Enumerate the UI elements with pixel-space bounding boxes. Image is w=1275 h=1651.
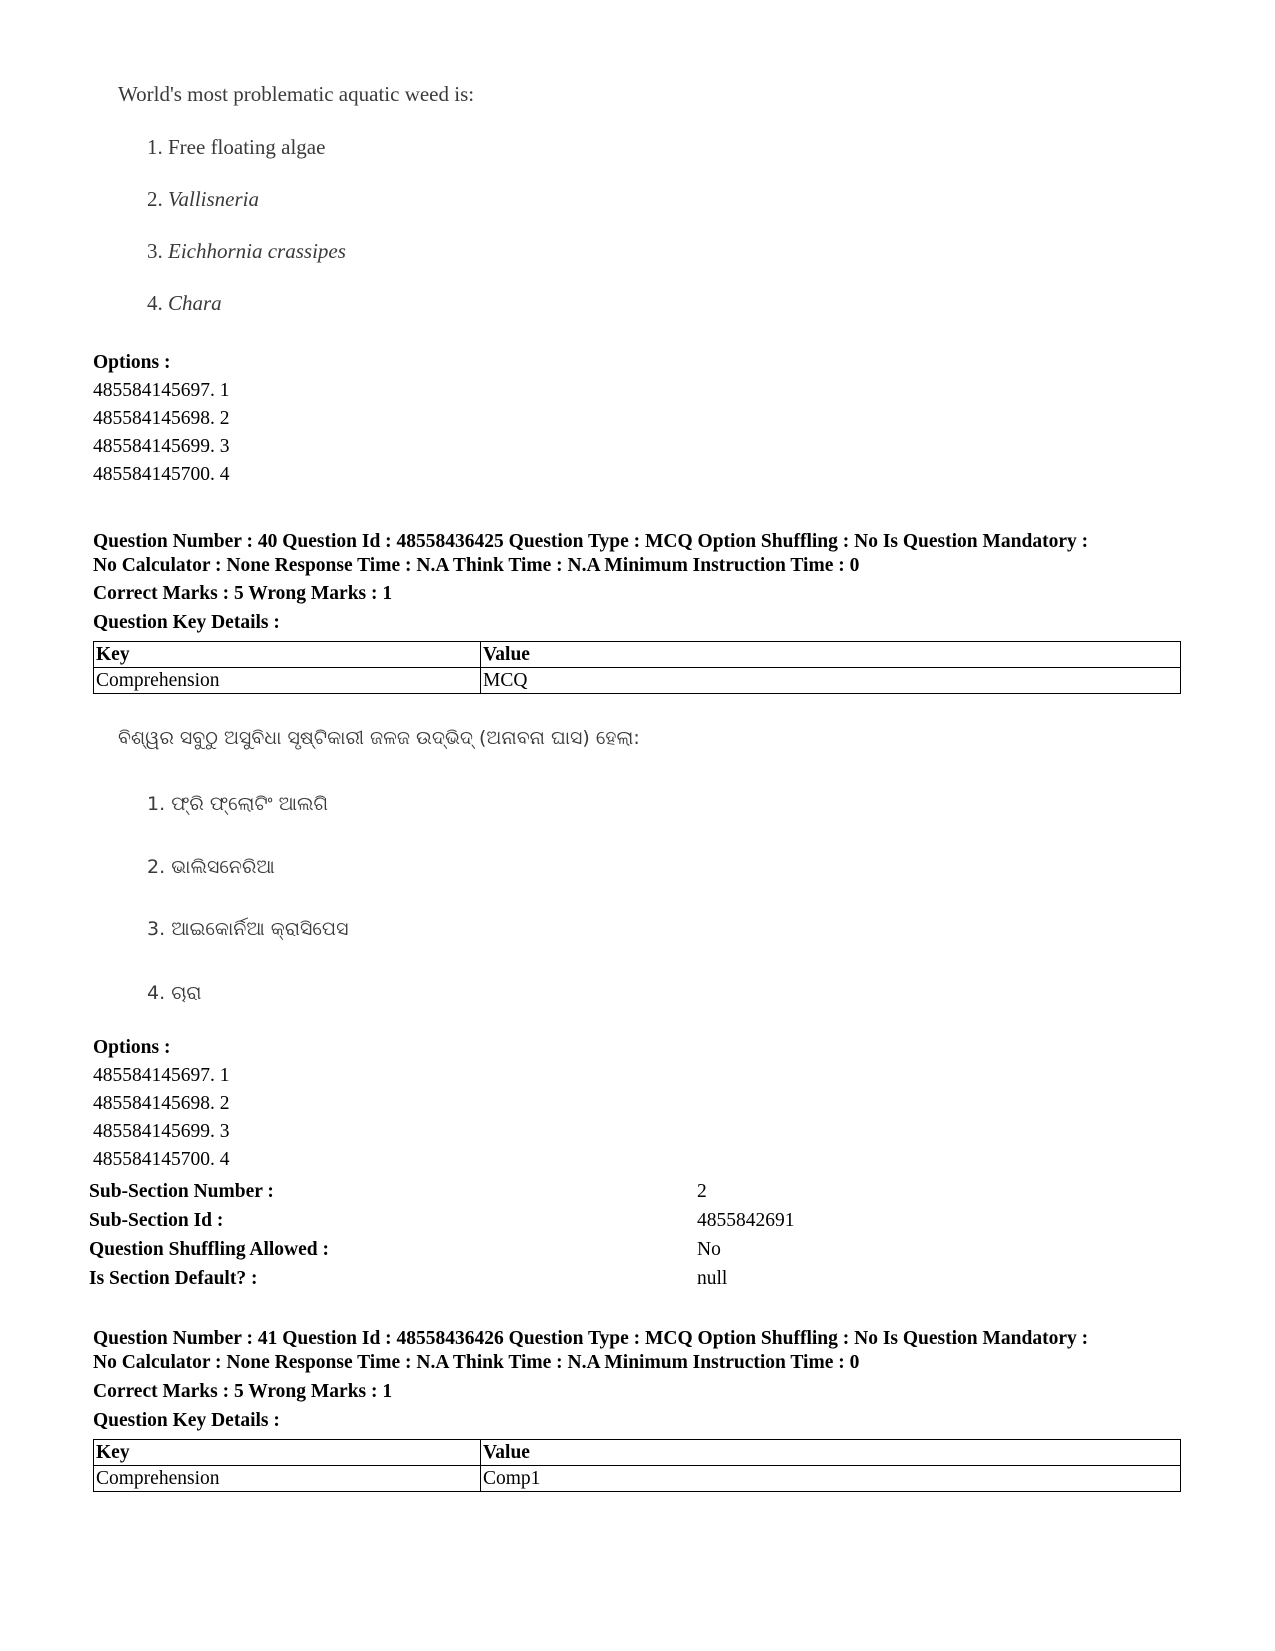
subsection-id-label: Sub-Section Id : — [89, 1210, 224, 1231]
table-cell-value: MCQ — [481, 668, 1181, 694]
option-item: 485584145699. 3 — [93, 436, 230, 457]
subsection-id-value: 4855842691 — [697, 1210, 795, 1231]
question-image-option-1: 1. ଫ୍ରି ଫ୍ଲୋଟିଂ ଆଲଗି — [147, 793, 329, 815]
question-key-table — [93, 641, 1181, 694]
subsection-number-value: 2 — [697, 1181, 707, 1202]
section-default-label: Is Section Default? : — [89, 1268, 258, 1289]
options-heading: Options : — [93, 352, 171, 373]
question-image-option-3: 3. ଆଇକୋର୍ନିଆ କ୍ରାସିପେସ — [147, 918, 349, 940]
option-item: 485584145697. 1 — [93, 1065, 230, 1086]
option-item: 485584145699. 3 — [93, 1121, 230, 1142]
question-key-details-heading: Question Key Details : — [93, 1410, 280, 1431]
question-image-option-2: 2. Vallisneria — [147, 187, 260, 211]
options-heading: Options : — [93, 1037, 171, 1058]
question-marks: Correct Marks : 5 Wrong Marks : 1 — [93, 1381, 393, 1402]
question-image-stem: ବିଶ୍ୱର ସବୁଠୁ ଅସୁବିଧା ସୃଷ୍ଟିକାରୀ ଜଳଜ ଉଦ୍ଭିଦ୍ (ଅନାବନା ଘାସ) ହେଲା: — [118, 727, 640, 749]
option-item: 485584145698. 2 — [93, 408, 230, 429]
table-row — [94, 668, 1181, 694]
table-header-value: Value — [481, 642, 1181, 668]
question-image-stem: World's most problematic aquatic weed is: — [118, 82, 475, 106]
question-header-line-1: Question Number : 41 Question Id : 48558436426 Question Type : MCQ Option Shuffling : No Is Question Mandatory : — [93, 1328, 1089, 1349]
option-item: 485584145700. 4 — [93, 1149, 230, 1170]
table-header-value: Value — [481, 1440, 1181, 1466]
question-key-table — [93, 1439, 1181, 1492]
table-cell-value: Comp1 — [481, 1466, 1181, 1492]
question-image-option-2: 2. ଭାଲିସନେରିଆ — [147, 856, 275, 878]
question-image-option-4: 4. Chara — [147, 291, 222, 315]
option-item: 485584145697. 1 — [93, 380, 230, 401]
question-header-line-2: No Calculator : None Response Time : N.A Think Time : N.A Minimum Instruction Time : 0 — [93, 555, 860, 576]
option-item: 485584145698. 2 — [93, 1093, 230, 1114]
table-header-key: Key — [94, 642, 481, 668]
question-shuffling-value: No — [697, 1239, 721, 1260]
table-header-row — [94, 1440, 1181, 1466]
table-header-key: Key — [94, 1440, 481, 1466]
subsection-number-label: Sub-Section Number : — [89, 1181, 274, 1202]
table-header-row — [94, 642, 1181, 668]
question-image-option-1: 1. Free floating algae — [147, 135, 326, 159]
question-image-option-3: 3. Eichhornia crassipes — [147, 239, 346, 263]
question-header-line-2: No Calculator : None Response Time : N.A Think Time : N.A Minimum Instruction Time : 0 — [93, 1352, 860, 1373]
table-row — [94, 1466, 1181, 1492]
question-image-option-4: 4. ଚାରା — [147, 982, 202, 1004]
option-item: 485584145700. 4 — [93, 464, 230, 485]
table-cell-key: Comprehension — [94, 668, 481, 694]
question-marks: Correct Marks : 5 Wrong Marks : 1 — [93, 583, 393, 604]
question-key-details-heading: Question Key Details : — [93, 612, 280, 633]
section-default-value: null — [697, 1268, 728, 1289]
question-shuffling-label: Question Shuffling Allowed : — [89, 1239, 330, 1260]
table-cell-key: Comprehension — [94, 1466, 481, 1492]
question-header-line-1: Question Number : 40 Question Id : 48558436425 Question Type : MCQ Option Shuffling : No Is Question Mandatory : — [93, 531, 1089, 552]
